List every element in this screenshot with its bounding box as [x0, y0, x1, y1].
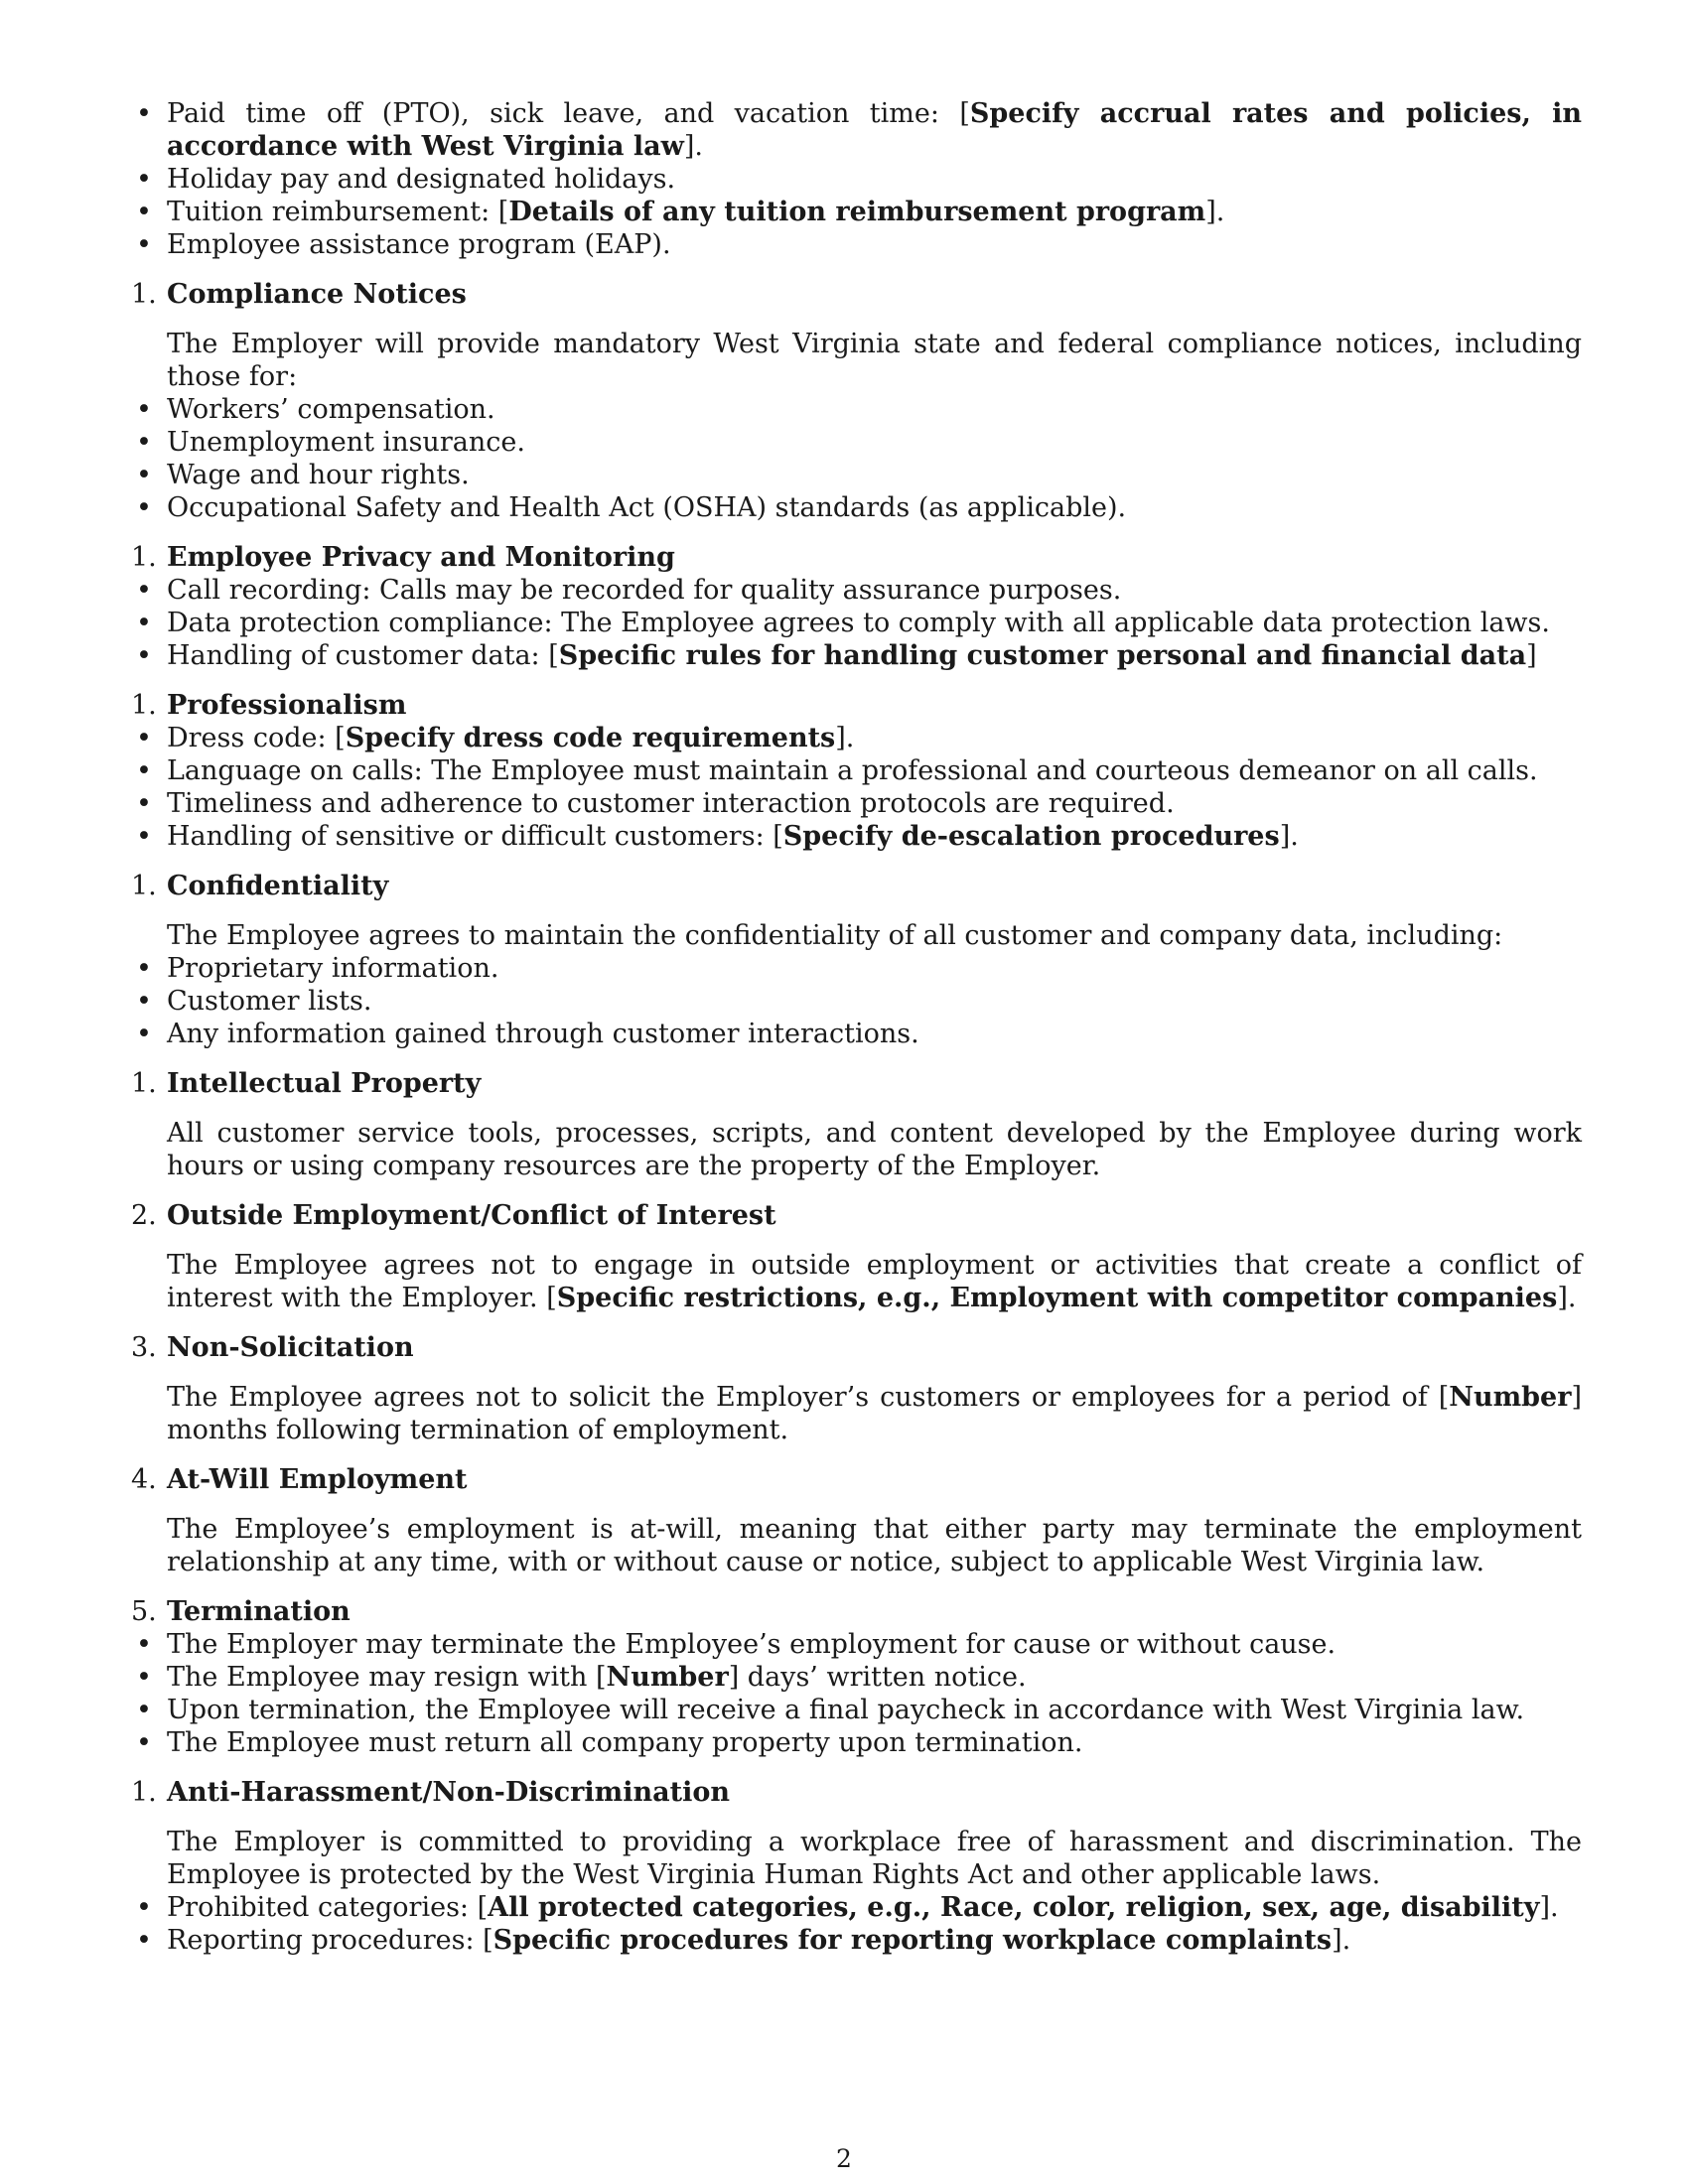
list-item: • Language on calls: The Employee must maintain a professional and courteous demeanor on all calls.: [167, 754, 1582, 787]
document-page: [131, 97, 1583, 1957]
list-item: • The Employee must return all company property upon termination.: [167, 1726, 1582, 1759]
list-item: • Data protection compliance: The Employee agrees to comply with all applicable data protection laws.: [167, 607, 1582, 639]
termination-list: [167, 1628, 1582, 1759]
privacy-list: [167, 574, 1582, 672]
section-heading-outside-employment: 2. Outside Employment/Conflict of Interest: [131, 1200, 776, 1231]
list-item: • Employee assistance program (EAP).: [167, 228, 1582, 261]
list-item: • Handling of sensitive or difficult customers: [Specify de-escalation procedures].: [167, 820, 1582, 853]
confidentiality-intro: The Employee agrees to maintain the confidentiality of all customer and company data, including:: [167, 920, 1503, 951]
list-item: • Holiday pay and designated holidays.: [167, 163, 1582, 196]
anti-harassment-body: The Employer is committed to providing a workplace free of harassment and discrimination. The Employee is protected by the West Virginia Human Rights Act and other applicable laws.: [167, 1827, 1582, 1890]
ip-body: All customer service tools, processes, scripts, and content developed by the Employee during work hours or using company resources are the property of the Employer.: [167, 1118, 1582, 1181]
list-item: • Reporting procedures: [Specific procedures for reporting workplace complaints].: [167, 1924, 1582, 1957]
section-heading-anti-harassment: 1. Anti-Harassment/Non-Discrimination: [131, 1777, 730, 1808]
list-item: • Wage and hour rights.: [167, 459, 1582, 491]
list-item: • Timeliness and adherence to customer interaction protocols are required.: [167, 787, 1582, 820]
section-heading-at-will: 4. At-Will Employment: [131, 1464, 468, 1495]
list-item: • The Employee may resign with [Number] days’ written notice.: [167, 1661, 1582, 1694]
list-item: • The Employer may terminate the Employee’s employment for cause or without cause.: [167, 1628, 1582, 1661]
list-item: • Workers’ compensation.: [167, 393, 1582, 426]
non-solicitation-body: The Employee agrees not to solicit the Employer’s customers or employees for a period of [Number] months following termination of employment.: [167, 1382, 1582, 1445]
professionalism-list: [167, 722, 1582, 853]
anti-harassment-list: [167, 1891, 1582, 1957]
list-item: • Paid time off (PTO), sick leave, and vacation time: [Specify accrual rates and policies, in accordance with West Virginia law].: [167, 97, 1582, 163]
page-number: 2: [836, 2144, 852, 2173]
list-item: • Upon termination, the Employee will receive a final paycheck in accordance with West Virginia law.: [167, 1694, 1582, 1726]
list-item: • Customer lists.: [167, 985, 1582, 1018]
section-heading-ip: 1. Intellectual Property: [131, 1068, 482, 1099]
benefits-list: [167, 97, 1582, 261]
list-item: • Call recording: Calls may be recorded for quality assurance purposes.: [167, 574, 1582, 607]
list-item: • Any information gained through customer interactions.: [167, 1018, 1582, 1050]
list-item: • Dress code: [Specify dress code requirements].: [167, 722, 1582, 754]
section-heading-privacy: 1. Employee Privacy and Monitoring: [131, 542, 675, 573]
section-heading-non-solicitation: 3. Non-Solicitation: [131, 1332, 414, 1363]
list-item: • Proprietary information.: [167, 952, 1582, 985]
list-item: • Occupational Safety and Health Act (OSHA) standards (as applicable).: [167, 491, 1582, 524]
section-heading-termination: 5. Termination: [131, 1596, 351, 1627]
compliance-intro: The Employer will provide mandatory West Virginia state and federal compliance notices, including those for:: [167, 329, 1582, 392]
section-heading-professionalism: 1. Professionalism: [131, 690, 407, 721]
list-item: • Prohibited categories: [All protected categories, e.g., Race, color, religion, sex, age, disability].: [167, 1891, 1582, 1924]
compliance-list: [167, 393, 1582, 524]
section-heading-confidentiality: 1. Confidentiality: [131, 871, 389, 901]
list-item: • Handling of customer data: [Specific rules for handling customer personal and financial data]: [167, 639, 1582, 672]
list-item: • Tuition reimbursement: [Details of any tuition reimbursement program].: [167, 196, 1582, 228]
outside-employment-body: The Employee agrees not to engage in outside employment or activities that create a conflict of interest with the Employer. [Specific restrictions, e.g., Employment with competitor companies].: [167, 1250, 1582, 1313]
list-item: • Unemployment insurance.: [167, 426, 1582, 459]
section-heading-compliance: 1. Compliance Notices: [131, 279, 467, 310]
confidentiality-list: [167, 952, 1582, 1050]
at-will-body: The Employee’s employment is at-will, meaning that either party may terminate the employment relationship at any time, with or without cause or notice, subject to applicable West Virginia law.: [167, 1514, 1582, 1577]
